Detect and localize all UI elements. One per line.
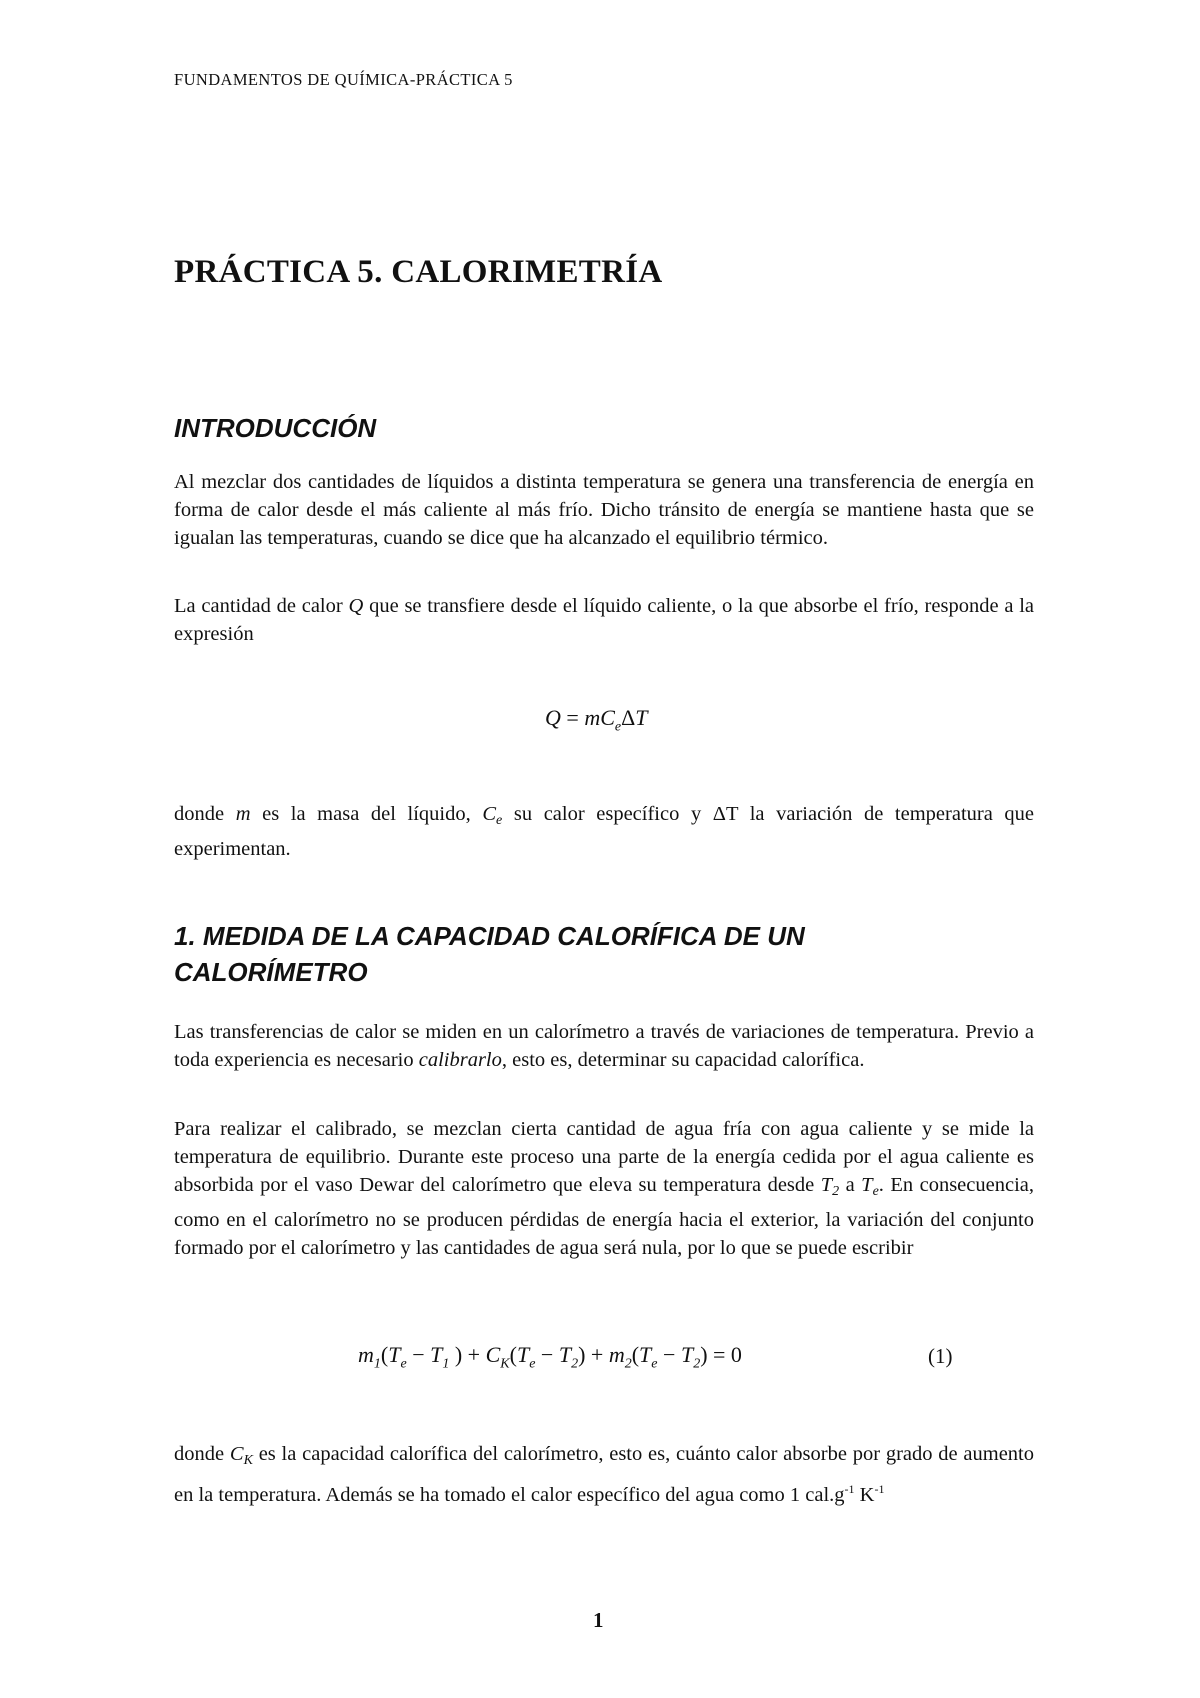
intro-paragraph-1: Al mezclar dos cantidades de líquidos a distinta temperatura se genera una transferencia de energía en forma de calor desde el más caliente al más frío. Dicho tránsito de energía se mantiene hasta que se igualan las temperaturas, cuando se dice que ha alcanzado el equilibrio térmico. [174, 471, 1034, 549]
running-header: FUNDAMENTOS DE QUÍMICA-PRÁCTICA 5 [174, 70, 513, 89]
heat-equation: $Q = mC_e\Delta T$ [545, 705, 648, 735]
section-1-paragraph-2: Para realizar el calibrado, se mezclan cierta cantidad de agua fría con agua caliente y se mide la temperatura de equilibrio. Durante este proceso una parte de la energía cedida por el agua caliente es absorbida por el vaso Dewar del calorímetro que eleva su temperatura desde T2 a Te. En consecuencia, como en el calorímetro no se producen pérdidas de energía hacia el exterior, la variación del conjunto formado por el calorímetro y las cantidades de agua será nula, por lo que se puede escribir [174, 1118, 1034, 1259]
section-1-paragraph-3: donde CK es la capacidad calorífica del calorímetro, esto es, cuánto calor absorbe por grado de aumento en la temperatura. Además se ha tomado el calor específico del agua como 1 $cal.g^{-1}$ $K^{-1}$ [174, 1443, 1034, 1506]
section-1-heading: 1. MEDIDA DE LA CAPACIDAD CALORÍFICA DE UN CALORÍMETRO [174, 921, 805, 987]
intro-paragraph-3: donde m es la masa del líquido, Ce su calor específico y ΔT la variación de temperatura que experimentan. [174, 803, 1035, 860]
page-number: 1 [593, 1608, 604, 1632]
section-1-paragraph-1: Las transferencias de calor se miden en un calorímetro a través de variaciones de temperatura. Previo a toda experiencia es necesario calibrarlo, esto es, determinar su capacidad calorífica. [174, 1021, 1034, 1071]
page-title: PRÁCTICA 5. CALORIMETRÍA [174, 254, 663, 290]
intro-heading: INTRODUCCIÓN [174, 413, 377, 443]
intro-paragraph-2: La cantidad de calor Q que se transfiere desde el líquido caliente, o la que absorbe el frío, responde a la expresión [174, 595, 1034, 645]
calibration-equation: $m_1(T_e - T_1$ ) + $C_K(T_e - T_2) + m_2(T_e - T_2) = 0$ [358, 1342, 742, 1372]
equation-number: (1) [928, 1344, 953, 1368]
